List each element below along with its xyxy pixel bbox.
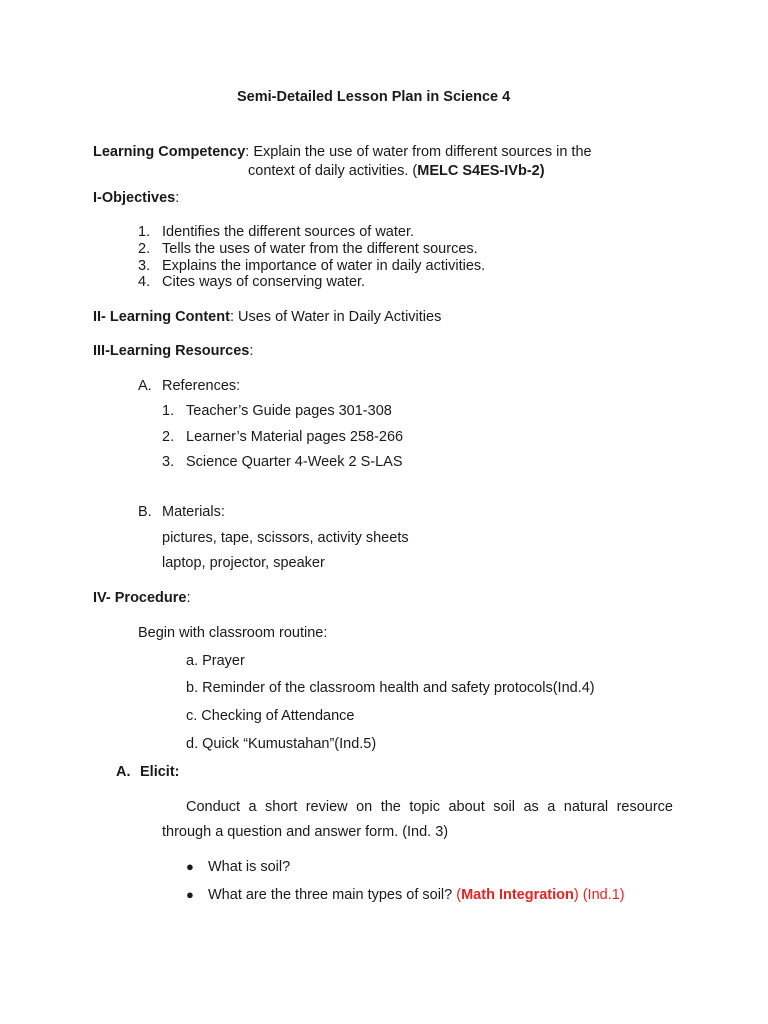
page-title: Semi-Detailed Lesson Plan in Science 4 xyxy=(237,89,511,105)
integration-paren-open: ( xyxy=(456,887,462,903)
procedure-heading xyxy=(93,589,191,607)
competency-label: Learning Competency xyxy=(93,144,246,160)
objectives-label: I-Objectives xyxy=(93,190,176,206)
objective-text: Tells the uses of water from the different sources. xyxy=(162,241,478,257)
objective-text: Cites ways of conserving water. xyxy=(162,274,366,290)
competency-code: MELC S4ES-IVb-2) xyxy=(417,163,545,179)
reference-text: Learner’s Material pages 258-266 xyxy=(186,429,404,445)
materials-heading xyxy=(138,503,225,521)
routine-item: a. Prayer xyxy=(186,653,245,669)
materials-item: laptop, projector, speaker xyxy=(162,555,325,571)
competency-text-2: context of daily activities. ( xyxy=(248,163,418,179)
resources-heading xyxy=(93,342,253,360)
objective-item xyxy=(138,223,414,241)
competency-line-2 xyxy=(248,162,545,180)
materials-label: Materials: xyxy=(162,504,225,520)
materials-marker: B. xyxy=(138,504,152,520)
competency-text-1: Explain the use of water from different sources in the xyxy=(253,144,592,160)
reference-item xyxy=(162,453,403,471)
reference-number: 2. xyxy=(162,429,175,445)
references-heading xyxy=(138,377,240,395)
elicit-marker: A. xyxy=(116,764,131,780)
objective-text: Identifies the different sources of water. xyxy=(162,224,415,240)
elicit-heading xyxy=(116,763,179,781)
routine-item: b. Reminder of the classroom health and safety protocols(Ind.4) xyxy=(186,680,595,696)
reference-item xyxy=(162,402,392,420)
elicit-line-1: Conduct a short review on the topic about soil as a natural resource xyxy=(186,799,673,815)
competency-sep: : xyxy=(245,144,254,160)
elicit-label: Elicit: xyxy=(140,764,180,780)
math-integration-tag: Math Integration xyxy=(461,887,574,903)
learning-content xyxy=(93,308,441,326)
question-text: What is soil? xyxy=(208,859,291,875)
content-sep: : xyxy=(229,309,238,325)
question-item xyxy=(186,886,625,904)
reference-number: 1. xyxy=(162,403,175,419)
content-label: II- Learning Content xyxy=(93,309,230,325)
reference-text: Science Quarter 4-Week 2 S-LAS xyxy=(186,454,403,470)
objectives-colon: : xyxy=(175,190,180,206)
routine-item: c. Checking of Attendance xyxy=(186,708,355,724)
objective-number: 3. xyxy=(138,258,151,274)
references-marker: A. xyxy=(138,378,152,394)
resources-label: III-Learning Resources xyxy=(93,343,250,359)
question-item xyxy=(186,858,290,876)
objective-item xyxy=(138,273,365,291)
objective-item xyxy=(138,240,478,258)
bullet-icon: ● xyxy=(186,859,194,874)
integration-paren-close: ) (Ind.1) xyxy=(573,887,625,903)
reference-number: 3. xyxy=(162,454,175,470)
objective-number: 1. xyxy=(138,224,151,240)
objective-number: 2. xyxy=(138,241,151,257)
bullet-icon: ● xyxy=(186,887,194,902)
question-text: What are the three main types of soil? xyxy=(208,887,457,903)
procedure-label: IV- Procedure xyxy=(93,590,187,606)
reference-text: Teacher’s Guide pages 301-308 xyxy=(186,403,392,419)
resources-colon: : xyxy=(249,343,254,359)
reference-item xyxy=(162,428,403,446)
objective-text: Explains the importance of water in daily activities. xyxy=(162,258,486,274)
materials-item: pictures, tape, scissors, activity sheets xyxy=(162,530,409,546)
content-text: Uses of Water in Daily Activities xyxy=(238,309,442,325)
objectives-heading xyxy=(93,189,179,207)
competency-line-1 xyxy=(93,143,592,161)
procedure-colon: : xyxy=(186,590,191,606)
routine-item: d. Quick “Kumustahan”(Ind.5) xyxy=(186,736,377,752)
objective-number: 4. xyxy=(138,274,151,290)
elicit-line-2: through a question and answer form. (Ind. 3) xyxy=(162,824,449,840)
references-label: References: xyxy=(162,378,241,394)
procedure-intro: Begin with classroom routine: xyxy=(138,625,328,641)
